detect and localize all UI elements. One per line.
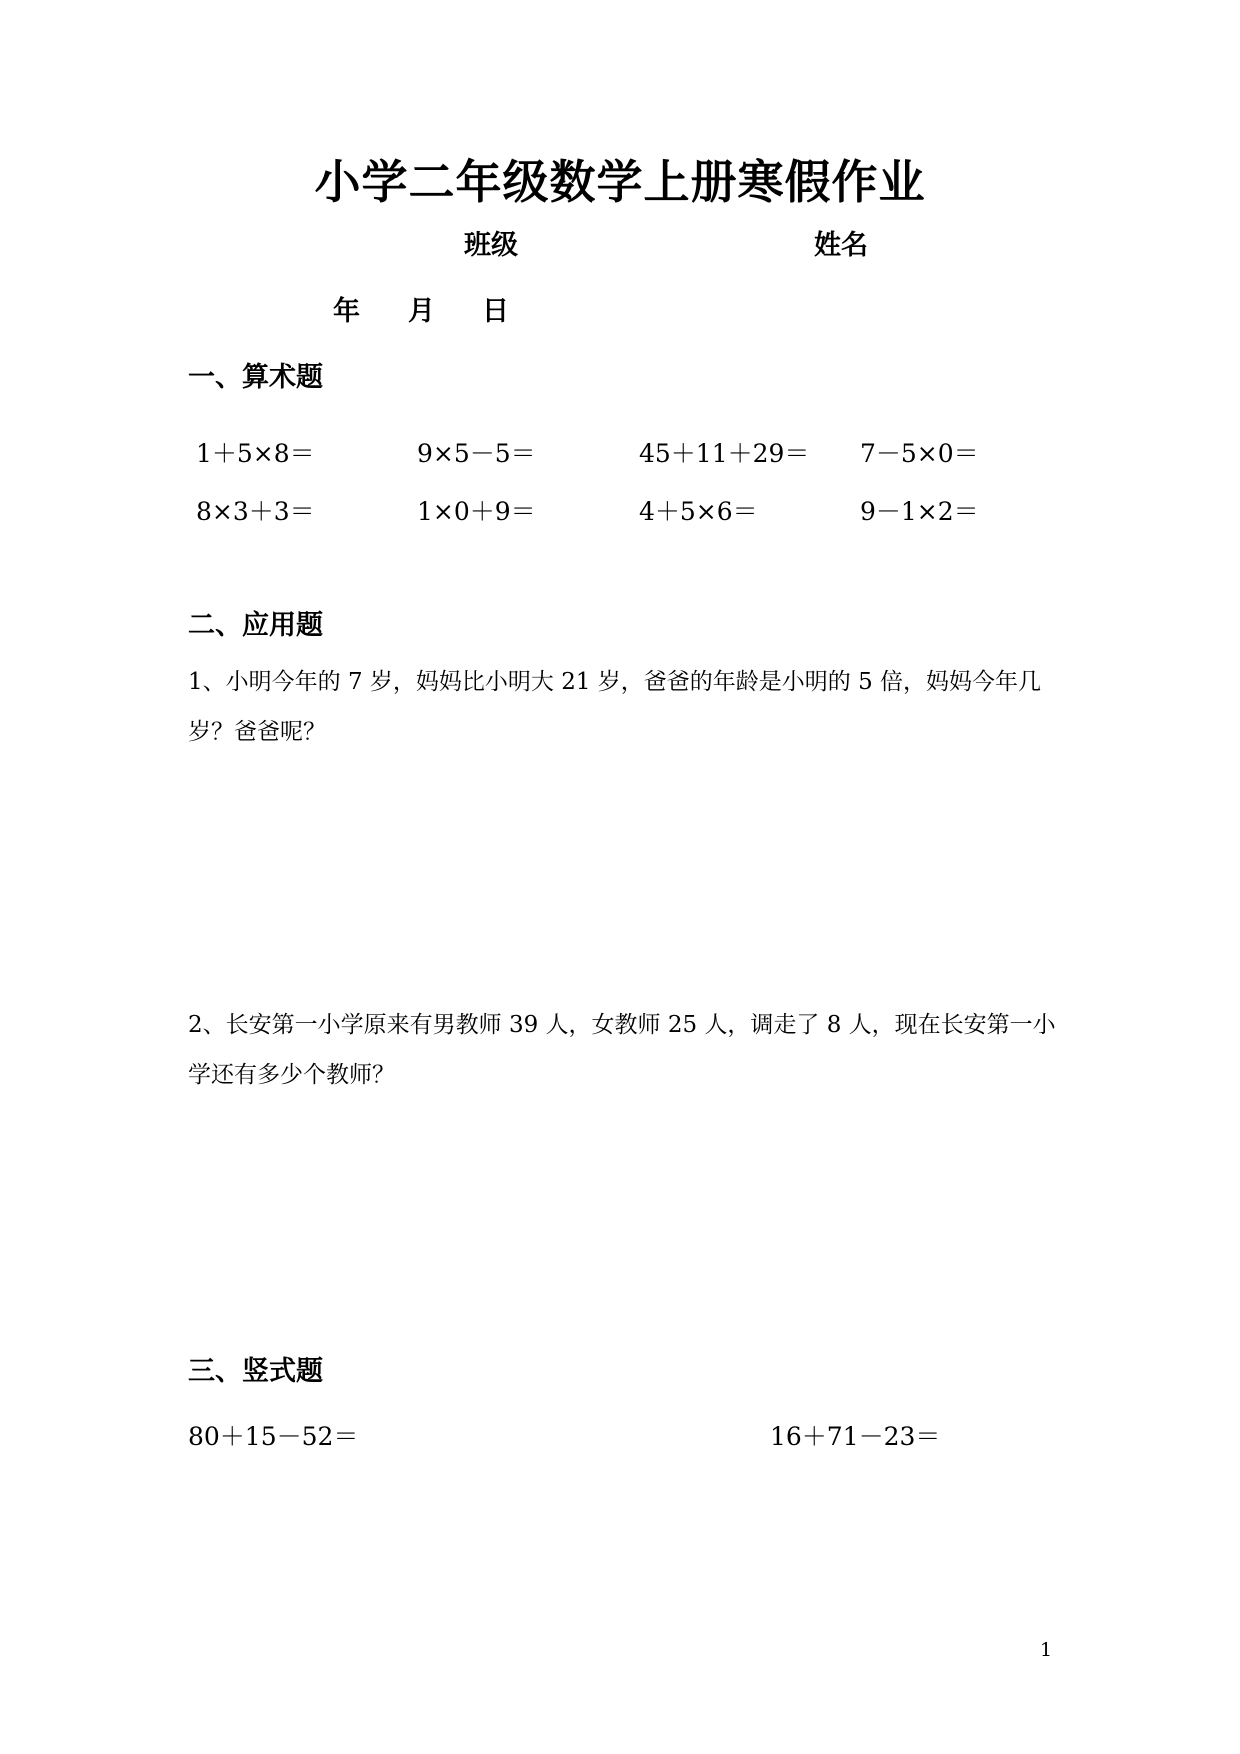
arithmetic-problem: 9×5－5＝ [417,439,536,468]
name-label: 姓名 [814,230,868,261]
month-label: 月 [408,296,435,327]
arithmetic-problem: 8×3＋3＝ [196,497,315,526]
day-label: 日 [482,296,509,327]
arithmetic-problem: 4＋5×6＝ [639,497,758,526]
page-number: 1 [1040,1639,1053,1661]
page-title: 小学二年级数学上册寒假作业 [314,155,926,209]
arithmetic-problem: 9－1×2＝ [860,497,979,526]
arithmetic-problem: 7－5×0＝ [860,439,979,468]
vertical-calc-problem: 16＋71－23＝ [770,1422,941,1451]
arithmetic-problem: 1×0＋9＝ [417,497,536,526]
word-problem-2: 2、长安第一小学原来有男教师 39 人，女教师 25 人，调走了 8 人，现在长安第一小学还有多少个教师？ [188,1012,1056,1088]
section-heading-word-problems: 二、应用题 [188,610,323,641]
year-label: 年 [333,296,360,327]
arithmetic-problem: 45＋11＋29＝ [639,439,810,468]
vertical-calc-problem: 80＋15－52＝ [188,1422,359,1451]
word-problem-1: 1、小明今年的 7 岁，妈妈比小明大 21 岁，爸爸的年龄是小明的 5 倍，妈妈今年几岁？爸爸呢？ [188,669,1042,745]
arithmetic-problem: 1＋5×8＝ [196,439,315,468]
section-heading-arithmetic: 一、算术题 [188,362,323,393]
section-heading-vertical-calc: 三、竖式题 [188,1356,323,1387]
class-label: 班级 [464,230,518,261]
